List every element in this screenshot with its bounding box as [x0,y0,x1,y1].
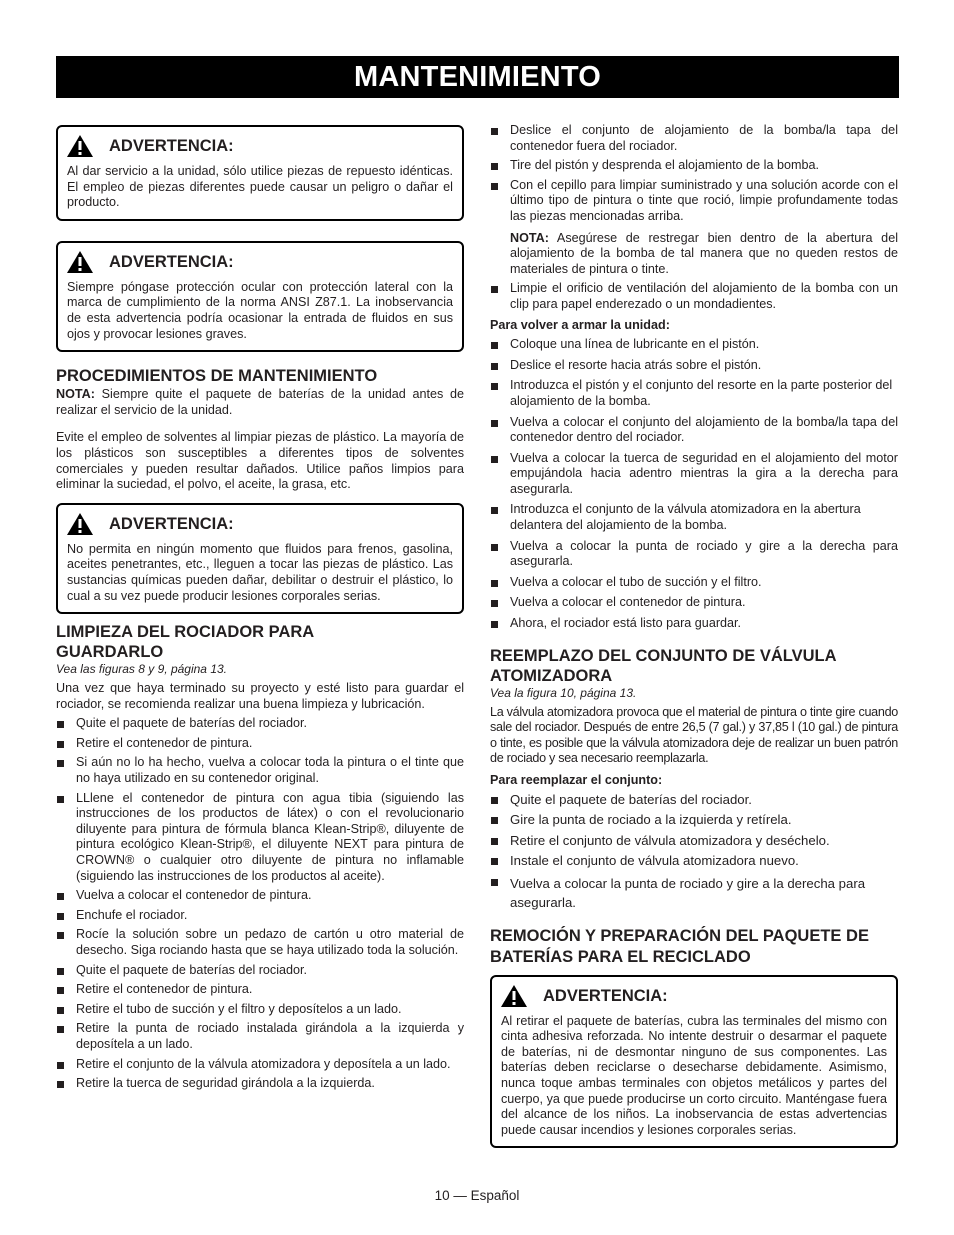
warning-text: No permita en ningún momento que fluidos para frenos, gasolina, aceites penetrantes, etc., lleguen a tocar las piezas de plástico. Las sustancias químicas pueden dañar, debilitar o destruir el plástico, lo cual a su vez puede producir lesiones corporales serias. [67,541,453,603]
heading-line: REMOCIÓN Y PREPARACIÓN DEL PAQUETE DE [490,926,869,945]
list-item: Quite el paquete de baterías del rociador. [56,963,464,979]
warning-title: ADVERTENCIA: [109,137,234,155]
warning-header [67,513,453,535]
list-item: Vuelva a colocar la tuerca de seguridad en el alojamiento del motor empujándola hacia adentro mientras la gira a la derecha para asegurarla. [490,451,898,498]
warning-box [56,241,464,352]
warning-triangle-icon [67,135,93,157]
heading-line: REEMPLAZO DEL CONJUNTO DE VÁLVULA [490,646,837,665]
note-text: Siempre quite el paquete de baterías de la unidad antes de realizar el servicio de la unidad. [56,387,464,417]
header-bar [56,56,899,98]
warning-box [490,975,898,1149]
warning-text: Al dar servicio a la unidad, sólo utilice piezas de repuesto idénticas. El empleo de piezas diferentes puede causar un peligro o dañar el producto. [67,164,453,210]
list-item: Retire el conjunto de la válvula atomizadora y deposítela a un lado. [56,1057,464,1073]
figure-reference: Vea las figuras 8 y 9, página 13. [56,662,227,677]
warning-title: ADVERTENCIA: [543,986,668,1005]
list-item: Con el cepillo para limpiar suministrado y una solución acorde con el último tipo de pintura o tinte que roció, limpie profundamente todas las piezas mencionadas arriba. [490,178,898,225]
list-item: Deslice el resorte hacia atrás sobre el pistón. [490,358,898,374]
note-text: Asegúrese de restregar bien dentro de la abertura del alojamiento de la bomba de tal manera que no queden restos de materiales de pintura o tinte. [510,230,898,276]
list-item: Retire la punta de rociado instalada girándola a la izquierda y deposítela a un lado. [56,1021,464,1052]
list-item: Deslice el conjunto de alojamiento de la bomba/la tapa del contenedor fuera del rociador. [490,123,898,154]
list-item: Retire el contenedor de pintura. [56,982,464,998]
cleaning-note [510,231,898,278]
replace-list [490,792,898,912]
procedures-note [56,387,464,418]
heading-line: ATOMIZADORA [490,666,613,685]
procedures-paragraph: Evite el empleo de solventes al limpiar piezas de plástico. La mayoría de los plásticos son susceptibles a diferentes tipos de solventes comerciales y pueden resultar dañados. Utilice paños limpios para eliminar la suciedad, el polvo, el aceite, la grasa, etc. [56,430,464,492]
reassemble-label: Para volver a armar la unidad: [490,317,670,332]
reassemble-list [490,337,898,632]
section-heading-battery [490,926,898,968]
left-column [56,124,464,1092]
list-item: Vuelva a colocar la punta de rociado y gire a la derecha para asegurarla. [490,539,898,570]
list-item: Si aún no lo ha hecho, vuelva a colocar toda la pintura o el tinte que no haya utilizado en su contenedor original. [56,755,464,786]
list-item: Retire el contenedor de pintura. [56,736,464,752]
list-item: Vuelva a colocar el conjunto del alojamiento de la bomba/la tapa del contenedor dentro del rociador. [490,415,898,446]
warning-box [56,125,464,221]
list-item: Ahora, el rociador está listo para guardar. [490,616,898,632]
list-item: Enchufe el rociador. [56,908,464,924]
replacement-paragraph: La válvula atomizadora provoca que el material de pintura o tinte gire cuando sale del rociador. Después de entre 26,5 (7 gal.) y 37,85 l (10 gal.) de pintura o tinte, es posible que la válvula atomizadora deje de realizar un buen patrón de rociado y sea necesario reemplazarla. [490,704,898,766]
list-item: Gire la punta de rociado a la izquierda y retírela. [490,812,898,829]
cleaning-intro: Una vez que haya terminado su proyecto y esté listo para guardar el rociador, se recomienda realizar una buena limpieza y lubricación. [56,681,464,711]
page-footer: 10 — Español [434,1188,520,1203]
note-label: NOTA: [56,387,95,402]
list-item: Vuelva a colocar el contenedor de pintura. [56,888,464,904]
disassembly-list [490,123,898,225]
list-item: Rocíe la solución sobre un pedazo de cartón u otro material de desecho. Siga rociando hasta que se haya utilizado toda la solución. [56,927,464,958]
cleaning-steps-list [56,716,464,1091]
heading-line: LIMPIEZA DEL ROCIADOR PARA [56,623,315,642]
list-item: Vuelva a colocar el contenedor de pintura. [490,595,898,611]
list-item: LLlene el contenedor de pintura con agua tibia (siguiendo las instrucciones de los productos de látex) o con el revolucionario diluyente para pintura de fórmula blanca Klean-Strip®, diluyente de pintura ecológico Klean-Strip®, el diluyente NEXT para pintura de CROWN® o cualquier otro diluyente de pintura no inflamable (siguiendo las instrucciones de los productos al aceite). [56,791,464,885]
list-item: Coloque una línea de lubricante en el pistón. [490,337,898,353]
list-item: Retire la tuerca de seguridad girándola a la izquierda. [56,1076,464,1092]
section-heading-procedures: PROCEDIMIENTOS DE MANTENIMIENTO [56,367,378,386]
list-item: Retire el tubo de succión y el filtro y deposítelos a un lado. [56,1002,464,1018]
list-item: Quite el paquete de baterías del rociador. [490,792,898,809]
warning-triangle-icon [501,985,527,1007]
list-item: Tire del pistón y desprenda el alojamiento de la bomba. [490,158,898,174]
warning-header [67,135,453,157]
note-label: NOTA: [510,230,549,245]
list-item: Vuelva a colocar la punta de rociado y gire a la derecha para asegurarla. [490,874,898,912]
warning-title: ADVERTENCIA: [109,252,234,271]
warning-text: Al retirar el paquete de baterías, cubra las terminales del mismo con cinta adhesiva reforzada. No intente destruir o desarmar el paquete de baterías, ni de desmontar ninguno de sus componentes. Las baterías deben reciclarse o desecharse debidamente. Asimismo, nunca toque ambas terminales con objetos metálicos y partes del cuerpo, ya que puede producirse un corto circuito. Manténgase fuera del alcance de los niños. La inobservancia de estas advertencias puede causar incendios y lesiones corporales serias. [501,1013,887,1137]
page-title: MANTENIMIENTO [354,61,601,93]
warning-header [67,251,453,273]
warning-header [501,985,887,1007]
vent-list [490,281,898,312]
heading-line: GUARDARLO [56,643,164,662]
section-heading-replacement [490,646,898,686]
warning-triangle-icon [67,251,93,273]
list-item: Quite el paquete de baterías del rociador. [56,716,464,732]
warning-triangle-icon [67,513,93,535]
heading-line: BATERÍAS PARA EL RECICLADO [490,947,751,966]
list-item: Introduzca el pistón y el conjunto del resorte en la parte posterior del alojamiento de la bomba. [490,378,898,409]
warning-title: ADVERTENCIA: [109,514,234,533]
warning-text: Siempre póngase protección ocular con protección lateral con la marca de cumplimiento de la norma ANSI Z87.1. La inobservancia de esta advertencia podría ocasionar la entrada de fluidos en sus ojos y provocar lesiones graves. [67,279,453,341]
list-item: Retire el conjunto de válvula atomizadora y deséchelo. [490,833,898,850]
list-item: Limpie el orificio de ventilación del alojamiento de la bomba con un clip para papel enderezado o un mondadientes. [490,281,898,312]
figure-reference: Vea la figura 10, página 13. [490,685,637,700]
right-column [490,123,898,1148]
section-heading-cleaning [56,622,464,662]
replace-label: Para reemplazar el conjunto: [490,773,663,787]
list-item: Instale el conjunto de válvula atomizadora nuevo. [490,853,898,870]
warning-box [56,503,464,614]
list-item: Introduzca el conjunto de la válvula atomizadora en la abertura delantera del alojamiento de la bomba. [490,502,898,533]
list-item: Vuelva a colocar el tubo de succión y el filtro. [490,575,898,591]
